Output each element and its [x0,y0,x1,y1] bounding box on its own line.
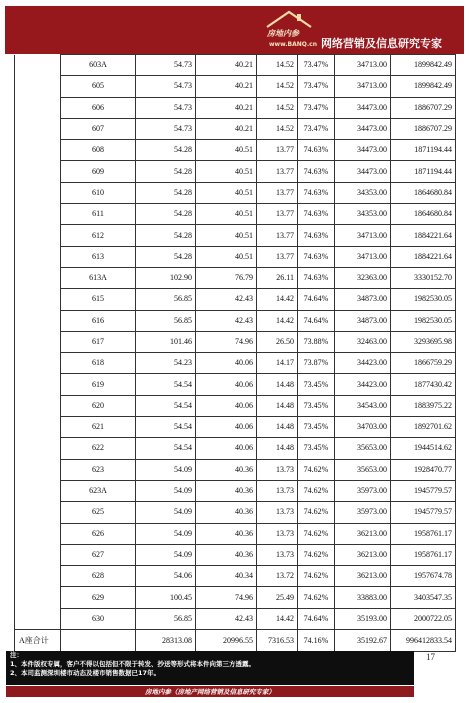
area-cell: 54.73 [136,55,196,76]
unit-price-cell: 34703.00 [335,417,391,438]
unit-cell: 628 [61,566,136,587]
total-price-cell: 1957674.78 [391,566,456,587]
inner-area-cell: 74.96 [196,331,257,352]
building-cell [15,118,61,139]
unit-price-cell: 36213.00 [335,544,391,565]
inner-area-cell: 42.43 [196,289,257,310]
table-row [15,353,456,374]
table-row [15,76,456,97]
shared-area-cell: 14.52 [257,55,298,76]
inner-area-cell: 40.51 [196,140,257,161]
table-row [15,182,456,203]
building-cell [15,310,61,331]
unit-cell: 622 [61,438,136,459]
unit-cell: 608 [61,140,136,161]
unit-price-cell: 34423.00 [335,353,391,374]
unit-cell: 609 [61,161,136,182]
unit-cell: 619 [61,374,136,395]
rate-cell: 74.62% [298,502,335,523]
inner-area-cell: 40.36 [196,502,257,523]
table-row [15,523,456,544]
area-cell: 56.85 [136,289,196,310]
inner-area-cell: 40.36 [196,544,257,565]
shared-area-cell: 13.73 [257,523,298,544]
inner-area-cell: 40.06 [196,353,257,374]
total-price-cell: 1928470.77 [391,459,456,480]
total-price-cell: 1899842.49 [391,55,456,76]
area-cell: 54.73 [136,76,196,97]
unit-cell: 626 [61,523,136,544]
unit-price-cell: 33883.00 [335,587,391,608]
notes-heading: 注： [10,651,23,659]
building-cell [15,331,61,352]
shared-area-cell: 14.48 [257,374,298,395]
inner-area-cell: 40.06 [196,417,257,438]
shared-area-cell: 13.73 [257,502,298,523]
shared-area-cell: 14.52 [257,97,298,118]
header-banner [5,6,464,54]
area-cell: 101.46 [136,331,196,352]
rate-cell: 73.47% [298,76,335,97]
table-row [15,608,456,629]
table-row [15,289,456,310]
building-cell [15,395,61,416]
rate-cell: 74.64% [298,289,335,310]
unit-price-cell: 34473.00 [335,140,391,161]
unit-price-cell: 34353.00 [335,204,391,225]
shared-area-cell: 14.42 [257,608,298,629]
building-cell [15,225,61,246]
shared-area-cell: 25.49 [257,587,298,608]
total-price-cell: 1884221.64 [391,246,456,267]
area-cell: 54.28 [136,140,196,161]
table-row [15,502,456,523]
table-row [15,204,456,225]
table-row [15,438,456,459]
rate-cell: 74.63% [298,140,335,161]
table-row [15,140,456,161]
total-row [15,630,456,652]
rate-cell: 73.88% [298,331,335,352]
total-price-cell: 1871194.44 [391,140,456,161]
table-row [15,587,456,608]
unit-price-cell: 34873.00 [335,289,391,310]
unit-cell: 620 [61,395,136,416]
unit-price-cell: 32363.00 [335,267,391,288]
unit-cell: 621 [61,417,136,438]
building-cell [15,140,61,161]
unit-cell: 623A [61,480,136,501]
area-cell: 54.28 [136,204,196,225]
rate-cell: 73.47% [298,55,335,76]
total-price-cell: 1892701.62 [391,417,456,438]
total-price-cell: 35192.67 [335,630,391,652]
unit-cell: 613A [61,267,136,288]
unit-price-cell: 34473.00 [335,161,391,182]
rate-cell: 74.62% [298,523,335,544]
shared-area-cell: 13.73 [257,544,298,565]
total-price-cell: 1864680.84 [391,182,456,203]
rate-cell: 74.63% [298,204,335,225]
unit-price-cell: 34423.00 [335,374,391,395]
inner-area-cell: 40.51 [196,225,257,246]
area-cell: 54.28 [136,182,196,203]
rate-cell: 73.45% [298,438,335,459]
unit-cell: 627 [61,544,136,565]
shared-area-cell: 14.42 [257,289,298,310]
inner-area-cell: 40.36 [196,480,257,501]
table-row [15,246,456,267]
rate-cell: 73.45% [298,417,335,438]
rate-cell: 73.45% [298,374,335,395]
building-cell [15,566,61,587]
building-cell [15,523,61,544]
inner-area-cell: 40.51 [196,246,257,267]
total-price-cell: 1945779.57 [391,502,456,523]
unit-price-cell: 35193.00 [335,608,391,629]
table-row [15,331,456,352]
table-row [15,267,456,288]
total-price-cell: 1871194.44 [391,161,456,182]
unit-cell: 617 [61,331,136,352]
building-cell [15,97,61,118]
inner-area-cell: 42.43 [196,310,257,331]
inner-area-cell: 40.21 [196,97,257,118]
shared-area-cell: 14.52 [257,118,298,139]
notes-line-1: 1、本件版权专属，客户不得以包括但不限于转发、抄送等形式将本件向第三方透露。 [10,660,256,668]
shared-area-cell: 13.77 [257,204,298,225]
inner-area-cell: 40.51 [196,182,257,203]
shared-area-cell: 14.48 [257,395,298,416]
header-title: 网络营销及信息研究专家 [321,37,442,50]
inner-area-cell: 40.51 [196,161,257,182]
total-price-cell: 1958761.17 [391,523,456,544]
unit-price-cell: 36213.00 [335,523,391,544]
building-cell [15,438,61,459]
inner-area-cell: 40.36 [196,523,257,544]
inner-area-cell: 76.79 [196,267,257,288]
area-cell: 54.54 [136,395,196,416]
unit-price-cell: 35973.00 [335,480,391,501]
building-cell [15,161,61,182]
total-price-cell: 1945779.57 [391,480,456,501]
total-price-cell: 1883975.22 [391,395,456,416]
area-cell: 54.28 [136,246,196,267]
inner-area-cell: 74.96 [196,587,257,608]
rate-cell: 74.64% [298,310,335,331]
table-row [15,55,456,76]
inner-area-cell: 40.21 [196,76,257,97]
table-row [15,225,456,246]
building-cell [15,246,61,267]
total-price-cell: 1877430.42 [391,374,456,395]
notes-box [6,651,414,685]
table-row [15,544,456,565]
unit-price-cell: 35973.00 [335,502,391,523]
shared-area-cell: 13.77 [257,161,298,182]
unit-price-cell: 35653.00 [335,459,391,480]
rate-cell: 73.47% [298,118,335,139]
inner-area-cell: 40.21 [196,55,257,76]
total-unit-cell [61,630,136,652]
building-cell [15,374,61,395]
shared-area-cell: 13.77 [257,225,298,246]
rate-cell: 74.63% [298,225,335,246]
logo-text: 房地内参 [267,29,299,38]
area-cell: 54.54 [136,438,196,459]
inner-area-cell: 40.06 [196,395,257,416]
unit-cell: 625 [61,502,136,523]
shared-area-cell: 14.48 [257,417,298,438]
total-price-cell: 1982530.05 [391,310,456,331]
unit-price-cell: 34473.00 [335,118,391,139]
rate-cell: 74.63% [298,267,335,288]
unit-cell: 606 [61,97,136,118]
inner-area-cell: 40.36 [196,459,257,480]
area-cell: 54.09 [136,502,196,523]
unit-cell: 607 [61,118,136,139]
rate-cell: 74.62% [298,459,335,480]
unit-cell: 629 [61,587,136,608]
area-cell: 54.73 [136,97,196,118]
table-row [15,566,456,587]
total-price-cell: 3330152.70 [391,267,456,288]
building-cell [15,502,61,523]
area-cell: 54.06 [136,566,196,587]
footer-text: 房地内参（房地产网络营销及信息研究专家） [145,688,275,696]
inner-area-cell: 40.34 [196,566,257,587]
inner-area-cell: 42.43 [196,608,257,629]
shared-area-cell: 14.48 [257,438,298,459]
rate-cell: 74.62% [298,480,335,501]
total-shared-cell: 7316.53 [257,630,298,652]
unit-price-cell: 34473.00 [335,97,391,118]
rate-cell: 74.62% [298,566,335,587]
page-number: 17 [426,652,435,662]
area-cell: 54.09 [136,544,196,565]
table-row [15,118,456,139]
rate-cell: 73.87% [298,353,335,374]
price-table [14,54,456,652]
area-cell: 54.09 [136,523,196,544]
shared-area-cell: 13.72 [257,566,298,587]
unit-price-cell: 34543.00 [335,395,391,416]
area-cell: 100.45 [136,587,196,608]
unit-price-cell: 35653.00 [335,438,391,459]
unit-cell: 623 [61,459,136,480]
total-price-cell: 1886707.29 [391,118,456,139]
unit-cell: 616 [61,310,136,331]
rate-cell: 74.62% [298,544,335,565]
total-price-cell: 2000722.05 [391,608,456,629]
unit-price-cell: 34873.00 [335,310,391,331]
area-cell: 54.09 [136,459,196,480]
total-price-cell: 1886707.29 [391,97,456,118]
shared-area-cell: 13.73 [257,459,298,480]
building-cell [15,267,61,288]
table-row [15,480,456,501]
shared-area-cell: 13.73 [257,480,298,501]
shared-area-cell: 26.50 [257,331,298,352]
area-cell: 54.23 [136,353,196,374]
building-cell [15,544,61,565]
notes-line-2: 2、本司监测深圳楼市动态及楼市销售数据已17年。 [10,669,161,677]
total-total-cell: 996412833.54 [391,630,456,652]
total-price-cell: 1958761.17 [391,544,456,565]
total-price-cell: 1982530.05 [391,289,456,310]
shared-area-cell: 13.77 [257,140,298,161]
shared-area-cell: 26.11 [257,267,298,288]
table-row [15,97,456,118]
unit-price-cell: 34713.00 [335,55,391,76]
rate-cell: 74.63% [298,246,335,267]
unit-cell: 615 [61,289,136,310]
table-row [15,459,456,480]
total-area-cell: 28313.08 [136,630,196,652]
rate-cell: 74.63% [298,161,335,182]
building-cell [15,608,61,629]
shared-area-cell: 14.52 [257,76,298,97]
building-cell [15,587,61,608]
rate-cell: 74.62% [298,587,335,608]
area-cell: 54.28 [136,225,196,246]
unit-cell: 603A [61,55,136,76]
rate-cell: 73.47% [298,97,335,118]
unit-cell: 610 [61,182,136,203]
unit-price-cell: 36213.00 [335,566,391,587]
unit-price-cell: 34713.00 [335,76,391,97]
building-cell [15,353,61,374]
inner-area-cell: 40.06 [196,374,257,395]
total-label: A座合计 [15,630,61,652]
table-row [15,374,456,395]
building-cell [15,204,61,225]
area-cell: 54.28 [136,161,196,182]
area-cell: 54.54 [136,374,196,395]
total-rate-cell: 74.16% [298,630,335,652]
building-cell [15,76,61,97]
total-price-cell: 3293695.98 [391,331,456,352]
building-cell [15,459,61,480]
rate-cell: 74.64% [298,608,335,629]
unit-cell: 613 [61,246,136,267]
site-url: www.BANQ.cn [269,41,317,48]
shared-area-cell: 13.77 [257,182,298,203]
table-body [15,55,456,652]
unit-cell: 605 [61,76,136,97]
total-price-cell: 1899842.49 [391,76,456,97]
unit-cell: 618 [61,353,136,374]
shared-area-cell: 13.77 [257,246,298,267]
area-cell: 54.54 [136,417,196,438]
area-cell: 56.85 [136,310,196,331]
building-cell [15,55,61,76]
shared-area-cell: 14.17 [257,353,298,374]
area-cell: 54.73 [136,118,196,139]
unit-cell: 611 [61,204,136,225]
building-cell [15,289,61,310]
area-cell: 54.09 [136,480,196,501]
unit-price-cell: 34353.00 [335,182,391,203]
total-inner-cell: 20996.55 [196,630,257,652]
table-row [15,395,456,416]
rate-cell: 73.45% [298,395,335,416]
inner-area-cell: 40.51 [196,204,257,225]
unit-cell: 630 [61,608,136,629]
unit-cell: 612 [61,225,136,246]
inner-area-cell: 40.21 [196,118,257,139]
inner-area-cell: 40.06 [196,438,257,459]
total-price-cell: 1884221.64 [391,225,456,246]
unit-price-cell: 32463.00 [335,331,391,352]
total-price-cell: 1944514.62 [391,438,456,459]
total-price-cell: 1866759.29 [391,353,456,374]
unit-price-cell: 34713.00 [335,246,391,267]
unit-price-cell: 34713.00 [335,225,391,246]
shared-area-cell: 14.42 [257,310,298,331]
building-cell [15,417,61,438]
footer-bar [6,686,414,697]
building-cell [15,480,61,501]
area-cell: 56.85 [136,608,196,629]
total-price-cell: 1864680.84 [391,204,456,225]
building-cell [15,182,61,203]
table-row [15,161,456,182]
table-row [15,310,456,331]
table-row [15,417,456,438]
rate-cell: 74.63% [298,182,335,203]
total-price-cell: 3403547.35 [391,587,456,608]
area-cell: 102.90 [136,267,196,288]
